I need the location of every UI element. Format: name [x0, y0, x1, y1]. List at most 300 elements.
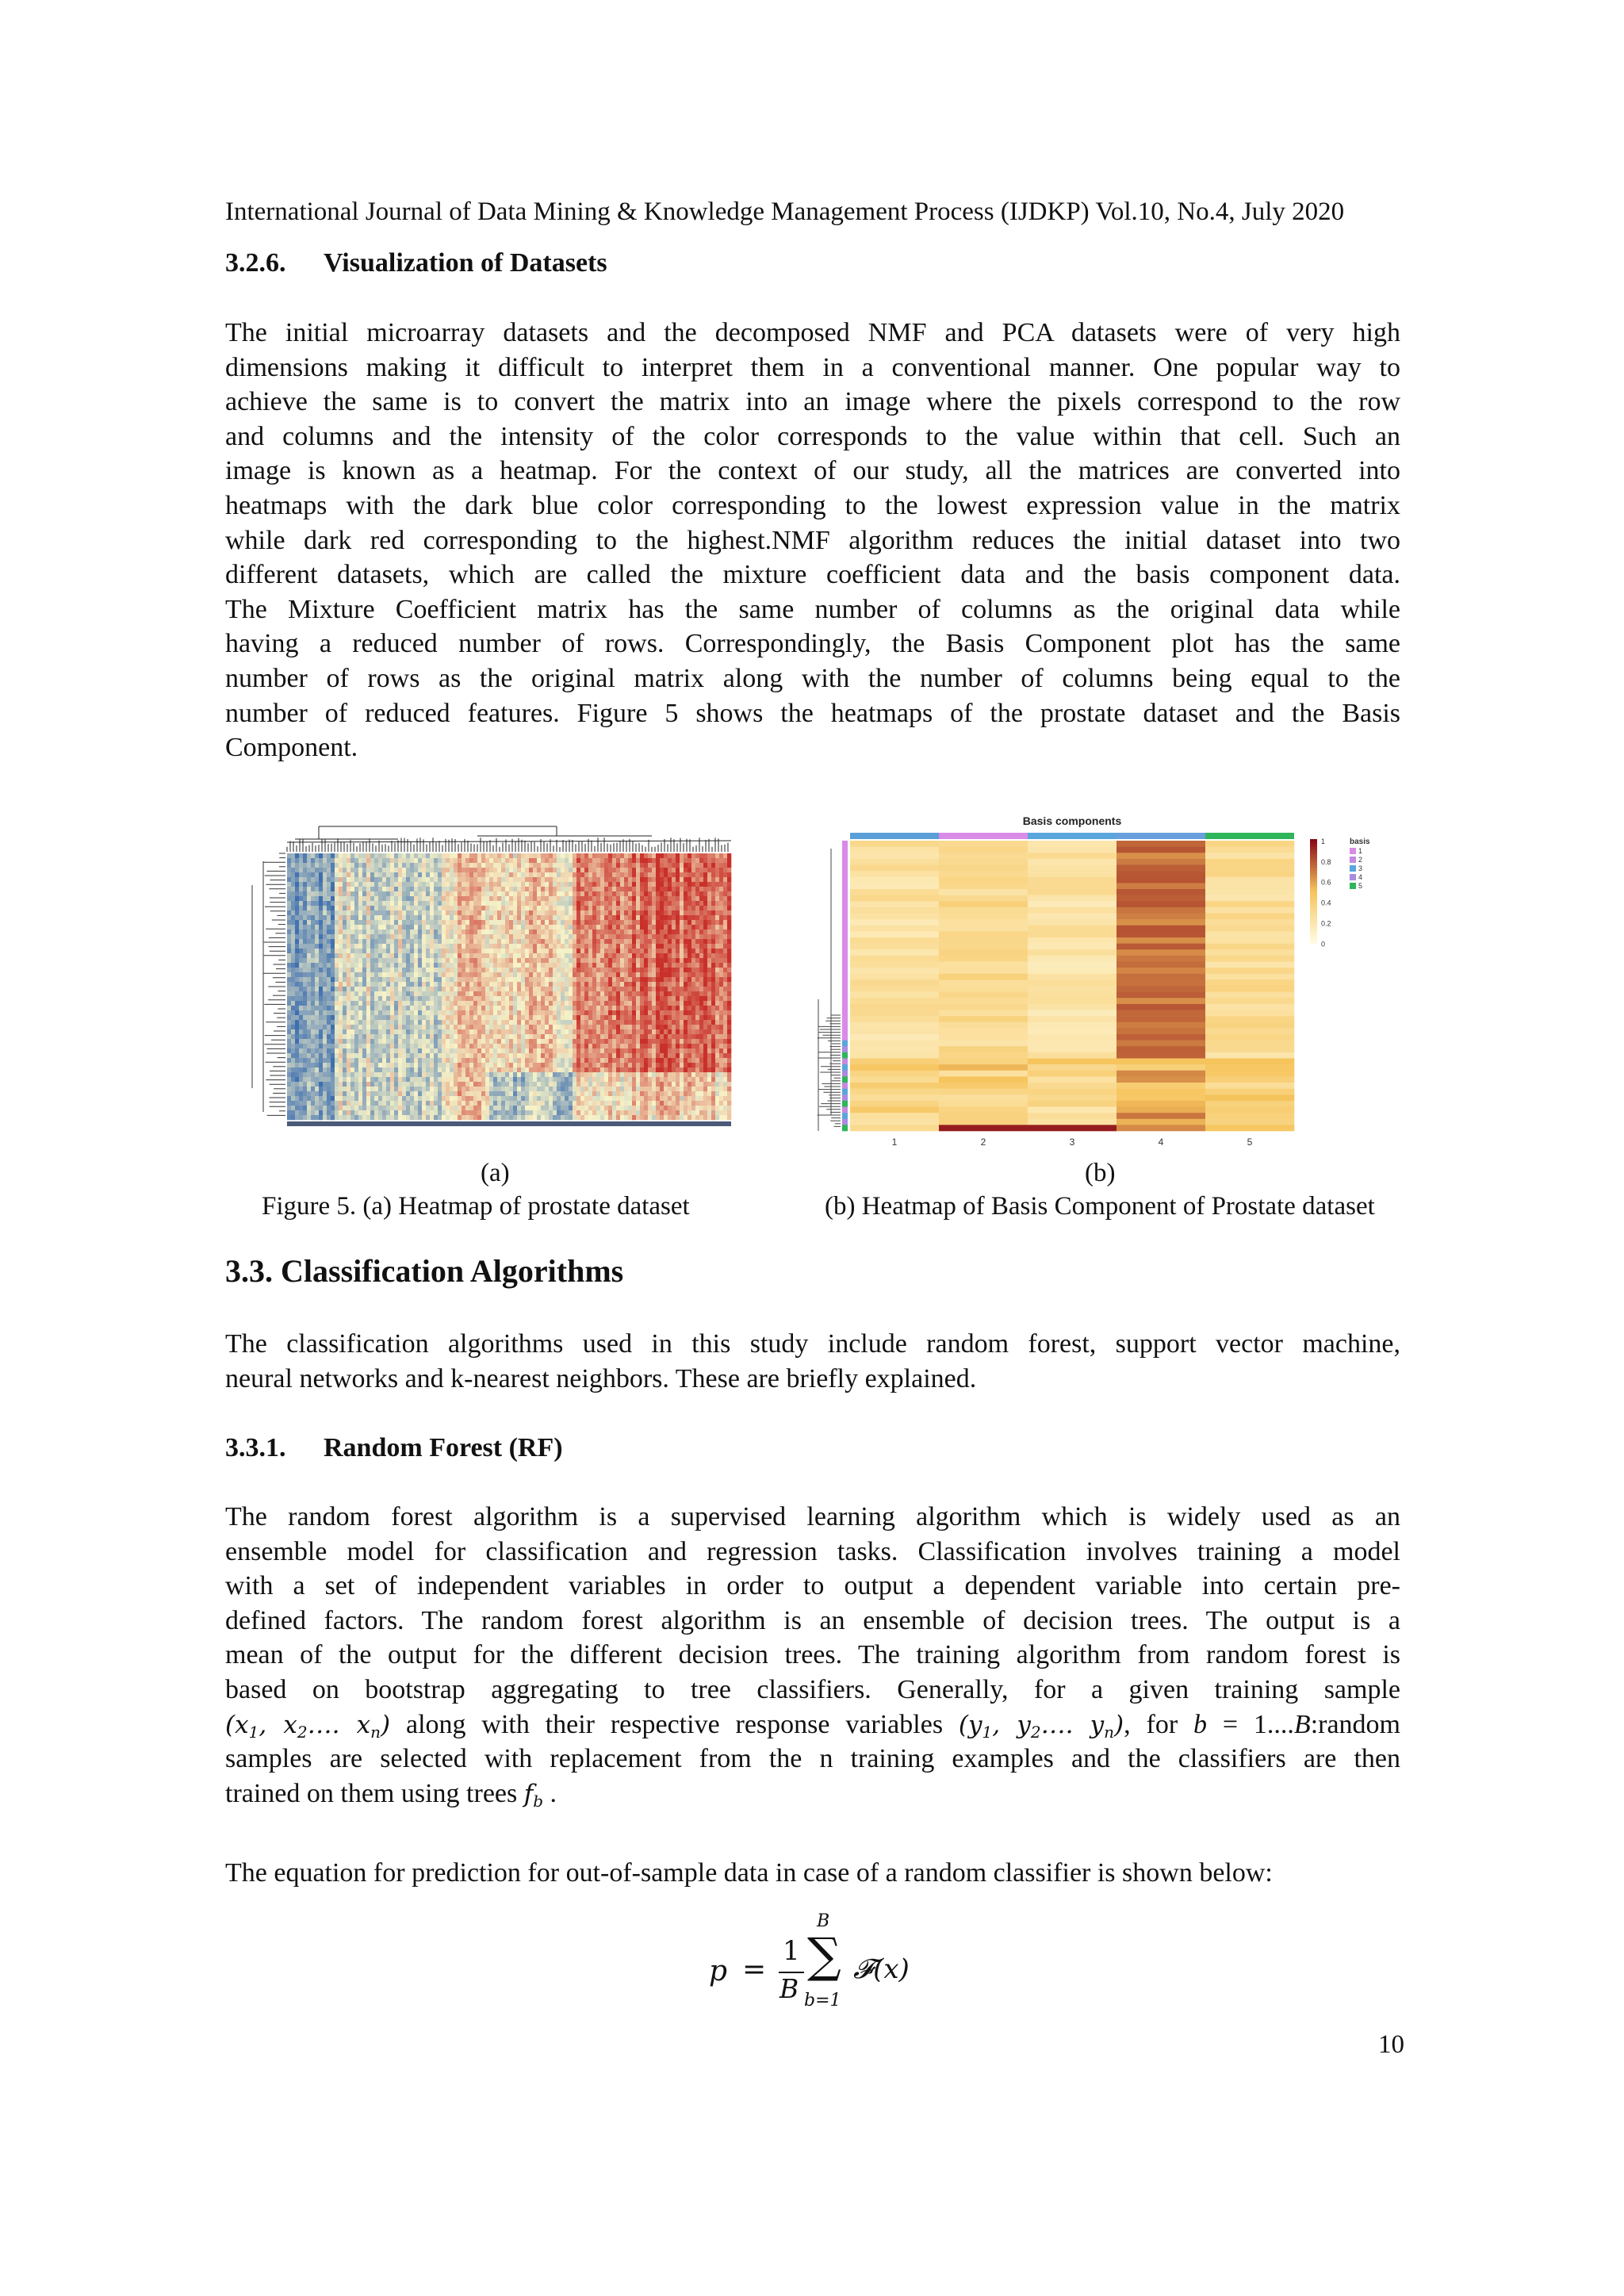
heatmap-cell: [545, 1068, 549, 1072]
heatmap-cell: [545, 1058, 549, 1063]
heatmap-cell: [509, 1077, 513, 1082]
heatmap-cell: [394, 991, 398, 996]
heatmap-cell: [354, 1029, 358, 1034]
heatmap-cell: [350, 901, 354, 906]
heatmap-cell: [517, 1077, 521, 1082]
heatmap-cell: [303, 996, 307, 1001]
heatmap-cell: [418, 991, 422, 996]
heatmap-cell: [624, 939, 628, 944]
heatmap-cell: [350, 934, 354, 939]
heatmap-cell: [557, 1077, 561, 1082]
heatmap-cell: [549, 963, 553, 968]
heatmap-cell: [386, 901, 390, 906]
heatmap-cell: [291, 996, 295, 1001]
heatmap-cell: [438, 1015, 442, 1020]
heatmap-cell: [561, 1082, 565, 1087]
heatmap-cell: [462, 972, 465, 977]
heatmap-cell: [616, 953, 620, 958]
heatmap-cell: [545, 1106, 549, 1110]
heatmap-cell: [438, 925, 442, 930]
heatmap-cell: [426, 1096, 430, 1101]
heatmap-cell: [418, 858, 422, 863]
heatmap-cell: [541, 982, 545, 987]
heatmap-cell: [533, 1082, 537, 1087]
heatmap-cell: [414, 1072, 418, 1077]
heatmap-cell: [533, 1101, 537, 1106]
heatmap-cell: [366, 1053, 370, 1058]
heatmap-cell: [636, 853, 640, 858]
heatmap-cell: [347, 1063, 350, 1068]
heatmap-cell: [343, 977, 347, 982]
heatmap-cell: [517, 987, 521, 991]
heatmap-cell: [489, 987, 493, 991]
heatmap-cell: [343, 1087, 347, 1091]
heatmap-cell: [315, 1006, 319, 1010]
heatmap-cell: [513, 1001, 517, 1006]
heatmap-cell: [295, 972, 299, 977]
heatmap-cell: [628, 930, 632, 934]
heatmap-cell: [382, 1110, 386, 1115]
heatmap-cell: [331, 1091, 335, 1096]
heatmap-cell: [382, 958, 386, 963]
heatmap-cell: [477, 1010, 481, 1015]
heatmap-cell: [358, 1029, 362, 1034]
heatmap-cell: [354, 949, 358, 953]
heatmap-cell: [497, 982, 501, 987]
heatmap-cell: [370, 991, 374, 996]
heatmap-cell: [462, 1034, 465, 1039]
heatmap-cell: [374, 977, 378, 982]
heatmap-cell: [541, 949, 545, 953]
heatmap-cell: [358, 882, 362, 887]
heatmap-cell: [473, 949, 477, 953]
heatmap-cell: [624, 1091, 628, 1096]
heatmap-cell: [604, 930, 608, 934]
heatmap-cell: [438, 949, 442, 953]
heatmap-cell: [517, 991, 521, 996]
heatmap-cell: [604, 963, 608, 968]
heatmap-cell: [374, 1082, 378, 1087]
heatmap-cell: [335, 896, 339, 901]
heatmap-cell: [632, 944, 636, 949]
heatmap-cell: [600, 968, 604, 972]
heatmap-cell: [406, 1091, 410, 1096]
heatmap-cell: [319, 1034, 323, 1039]
heatmap-cell: [291, 1091, 295, 1096]
heatmap-cell: [343, 1053, 347, 1058]
heatmap-cell: [481, 1020, 485, 1025]
heatmap-cell: [565, 882, 569, 887]
heatmap-cell: [485, 949, 489, 953]
heatmap-cell: [347, 939, 350, 944]
heatmap-cell: [350, 896, 354, 901]
heatmap-cell: [366, 910, 370, 915]
heatmap-cell: [287, 891, 291, 896]
heatmap-cell: [303, 977, 307, 982]
heatmap-cell: [406, 963, 410, 968]
heatmap-cell: [489, 1006, 493, 1010]
heatmap-cell: [465, 920, 469, 925]
heatmap-cell: [533, 1039, 537, 1044]
heatmap-cell: [573, 1063, 576, 1068]
heatmap-cell: [339, 1058, 343, 1063]
heatmap-cell: [596, 1087, 600, 1091]
heatmap-cell: [331, 1110, 335, 1115]
heatmap-cell: [350, 968, 354, 972]
heatmap-cell: [295, 1034, 299, 1039]
heatmap-cell: [485, 963, 489, 968]
heatmap-cell: [616, 1029, 620, 1034]
heatmap-cell: [497, 1091, 501, 1096]
heatmap-cell: [529, 930, 533, 934]
heatmap-cell: [489, 1072, 493, 1077]
heatmap-cell: [509, 982, 513, 987]
heatmap-cell: [291, 1101, 295, 1106]
heatmap-cell: [469, 963, 473, 968]
heatmap-cell: [620, 868, 624, 872]
heatmap-cell: [335, 906, 339, 910]
heatmap-cell: [398, 1077, 402, 1082]
heatmap-cell: [295, 896, 299, 901]
heatmap-cell: [339, 987, 343, 991]
heatmap-cell: [307, 958, 311, 963]
heatmap-cell: [331, 930, 335, 934]
heatmap-cell: [335, 1091, 339, 1096]
heatmap-cell: [612, 906, 616, 910]
heatmap-cell: [632, 915, 636, 920]
heatmap-cell: [287, 949, 291, 953]
heatmap-cell: [374, 1058, 378, 1063]
heatmap-cell: [620, 1072, 624, 1077]
heatmap-cell: [465, 1110, 469, 1115]
heatmap-cell: [497, 1077, 501, 1082]
heatmap-cell: [469, 968, 473, 972]
heatmap-cell: [454, 1006, 458, 1010]
heatmap-cell: [628, 1068, 632, 1072]
heatmap-cell: [343, 944, 347, 949]
heatmap-cell: [434, 939, 438, 944]
heatmap-cell: [608, 939, 612, 944]
heatmap-cell: [549, 877, 553, 882]
heatmap-cell: [465, 1044, 469, 1048]
heatmap-cell: [517, 1053, 521, 1058]
heatmap-cell: [469, 1025, 473, 1029]
heatmap-cell: [616, 1106, 620, 1110]
heatmap-cell: [295, 920, 299, 925]
heatmap-cell: [465, 925, 469, 930]
heatmap-cell: [624, 1034, 628, 1039]
heatmap-cell: [422, 1029, 426, 1034]
heatmap-cell: [569, 939, 573, 944]
heatmap-cell: [434, 1006, 438, 1010]
heatmap-cell: [553, 944, 557, 949]
heatmap-cell: [366, 1115, 370, 1120]
heatmap-cell: [406, 853, 410, 858]
heatmap-cell: [497, 868, 501, 872]
heatmap-cell: [430, 1053, 434, 1058]
heatmap-cell: [573, 1101, 576, 1106]
heatmap-cell: [636, 863, 640, 868]
heatmap-cell: [454, 858, 458, 863]
heatmap-cell: [517, 1044, 521, 1048]
heatmap-cell: [549, 1058, 553, 1063]
heatmap-cell: [374, 882, 378, 887]
heatmap-cell: [386, 949, 390, 953]
heatmap-cell: [545, 1015, 549, 1020]
heatmap-cell: [497, 906, 501, 910]
heatmap-cell: [525, 882, 529, 887]
heatmap-cell: [513, 1106, 517, 1110]
heatmap-cell: [469, 901, 473, 906]
heatmap-cell: [386, 1034, 390, 1039]
heatmap-cell: [561, 901, 565, 906]
heatmap-cell: [430, 953, 434, 958]
heatmap-cell: [569, 1048, 573, 1053]
heatmap-cell: [517, 930, 521, 934]
heatmap-cell: [497, 1025, 501, 1029]
heatmap-cell: [549, 991, 553, 996]
heatmap-cell: [335, 882, 339, 887]
heatmap-cell: [537, 868, 541, 872]
heatmap-cell: [497, 1015, 501, 1020]
heatmap-cell: [410, 982, 414, 987]
heatmap-cell: [541, 953, 545, 958]
heatmap-cell: [350, 1087, 354, 1091]
heatmap-cell: [616, 1015, 620, 1020]
heatmap-cell: [295, 1096, 299, 1101]
heatmap-cell: [525, 991, 529, 996]
heatmap-cell: [350, 1082, 354, 1087]
heatmap-cell: [565, 920, 569, 925]
heatmap-cell: [394, 1072, 398, 1077]
heatmap-cell: [362, 1015, 366, 1020]
heatmap-cell: [533, 949, 537, 953]
heatmap-cell: [418, 1039, 422, 1044]
heatmap-cell: [600, 891, 604, 896]
heatmap-cell: [430, 891, 434, 896]
heatmap-cell: [576, 944, 580, 949]
heatmap-cell: [299, 996, 303, 1001]
heatmap-cell: [557, 991, 561, 996]
heatmap-cell: [573, 896, 576, 901]
heatmap-cell: [315, 906, 319, 910]
heatmap-cell: [343, 958, 347, 963]
heatmap-cell: [600, 982, 604, 987]
heatmap-cell: [442, 939, 446, 944]
heatmap-cell: [398, 1010, 402, 1015]
heatmap-cell: [406, 868, 410, 872]
heatmap-cell: [354, 1020, 358, 1025]
heatmap-cell: [509, 1082, 513, 1087]
heatmap-cell: [632, 896, 636, 901]
heatmap-cell: [414, 1082, 418, 1087]
heatmap-cell: [291, 1048, 295, 1053]
heatmap-cell: [545, 1010, 549, 1015]
heatmap-cell: [525, 1091, 529, 1096]
heatmap-cell: [493, 1020, 497, 1025]
heatmap-cell: [576, 1096, 580, 1101]
heatmap-cell: [473, 863, 477, 868]
heatmap-cell: [303, 868, 307, 872]
heatmap-cell: [541, 1096, 545, 1101]
heatmap-cell: [430, 930, 434, 934]
heatmap-cell: [331, 968, 335, 972]
heatmap-cell: [343, 863, 347, 868]
heatmap-cell: [525, 1044, 529, 1048]
heatmap-cell: [580, 1068, 584, 1072]
heatmap-cell: [398, 906, 402, 910]
heatmap-cell: [505, 1015, 509, 1020]
heatmap-cell: [636, 996, 640, 1001]
heatmap-cell: [394, 972, 398, 977]
heatmap-cell: [616, 1048, 620, 1053]
heatmap-cell: [347, 934, 350, 939]
heatmap-cell: [454, 1063, 458, 1068]
heatmap-cell: [402, 1053, 406, 1058]
heatmap-cell: [565, 958, 569, 963]
heatmap-cell: [347, 1044, 350, 1048]
heatmap-cell: [358, 1044, 362, 1048]
heatmap-cell: [358, 968, 362, 972]
heatmap-cell: [418, 891, 422, 896]
heatmap-cell: [446, 991, 450, 996]
heatmap-cell: [442, 944, 446, 949]
heatmap-cell: [454, 868, 458, 872]
heatmap-cell: [291, 1001, 295, 1006]
heatmap-cell: [442, 991, 446, 996]
heatmap-cell: [410, 906, 414, 910]
heatmap-cell: [537, 1058, 541, 1063]
heatmap-cell: [612, 1034, 616, 1039]
heatmap-cell: [430, 1044, 434, 1048]
heatmap-cell: [632, 925, 636, 930]
heatmap-cell: [414, 1025, 418, 1029]
heatmap-cell: [430, 991, 434, 996]
heatmap-cell: [505, 1048, 509, 1053]
heatmap-cell: [513, 877, 517, 882]
heatmap-cell: [541, 1034, 545, 1039]
heatmap-cell: [438, 991, 442, 996]
heatmap-cell: [616, 891, 620, 896]
heatmap-cell: [366, 1091, 370, 1096]
heatmap-cell: [573, 868, 576, 872]
heatmap-cell: [438, 982, 442, 987]
heatmap-cell: [573, 1048, 576, 1053]
heatmap-cell: [569, 1029, 573, 1034]
heatmap-cell: [442, 934, 446, 939]
heatmap-cell: [327, 1020, 331, 1025]
heatmap-cell: [545, 910, 549, 915]
heatmap-cell: [299, 896, 303, 901]
heatmap-cell: [624, 1039, 628, 1044]
heatmap-cell: [584, 958, 588, 963]
heatmap-cell: [331, 977, 335, 982]
heatmap-cell: [596, 896, 600, 901]
heatmap-cell: [315, 930, 319, 934]
heatmap-cell: [576, 901, 580, 906]
heatmap-cell: [335, 920, 339, 925]
heatmap-cell: [513, 1058, 517, 1063]
heatmap-cell: [394, 1029, 398, 1034]
heatmap-cell: [386, 991, 390, 996]
heatmap-cell: [569, 1010, 573, 1015]
heatmap-cell: [299, 939, 303, 944]
heatmap-cell: [438, 896, 442, 901]
heatmap-cell: [307, 920, 311, 925]
heatmap-cell: [450, 930, 454, 934]
heatmap-cell: [489, 1025, 493, 1029]
heatmap-cell: [628, 963, 632, 968]
heatmap-cell: [398, 910, 402, 915]
heatmap-cell: [291, 1020, 295, 1025]
heatmap-cell: [366, 1058, 370, 1063]
heatmap-cell: [469, 1068, 473, 1072]
heatmap-cell: [291, 1115, 295, 1120]
heatmap-cell: [501, 996, 505, 1001]
heatmap-cell: [473, 925, 477, 930]
heatmap-cell: [339, 958, 343, 963]
heatmap-cell: [422, 896, 426, 901]
heatmap-cell: [370, 1010, 374, 1015]
heatmap-cell: [378, 977, 382, 982]
heatmap-cell: [493, 868, 497, 872]
heatmap-cell: [537, 953, 541, 958]
heatmap-cell: [477, 944, 481, 949]
heatmap-cell: [485, 1077, 489, 1082]
heatmap-cell: [378, 953, 382, 958]
heatmap-cell: [458, 858, 462, 863]
heatmap-cell: [580, 901, 584, 906]
heatmap-cell: [517, 953, 521, 958]
heatmap-cell: [489, 872, 493, 877]
heatmap-cell: [521, 1039, 525, 1044]
heatmap-cell: [573, 853, 576, 858]
heatmap-cell: [580, 968, 584, 972]
heatmap-cell: [549, 987, 553, 991]
heatmap-cell: [624, 910, 628, 915]
heatmap-cell: [477, 901, 481, 906]
heatmap-cell: [545, 1053, 549, 1058]
heatmap-cell: [402, 910, 406, 915]
heatmap-cell: [311, 1077, 315, 1082]
heatmap-cell: [295, 1082, 299, 1087]
heatmap-cell: [370, 906, 374, 910]
heatmap-cell: [501, 920, 505, 925]
heatmap-cell: [370, 920, 374, 925]
heatmap-cell: [473, 953, 477, 958]
heatmap-cell: [426, 920, 430, 925]
heatmap-cell: [553, 868, 557, 872]
heatmap-cell: [465, 896, 469, 901]
heatmap-cell: [521, 1096, 525, 1101]
heatmap-cell: [442, 1115, 446, 1120]
heatmap-cell: [469, 887, 473, 891]
heatmap-cell: [410, 1039, 414, 1044]
heatmap-cell: [533, 925, 537, 930]
heatmap-cell: [418, 1044, 422, 1048]
heatmap-cell: [343, 1048, 347, 1053]
heatmap-cell: [394, 1039, 398, 1044]
heatmap-cell: [612, 1077, 616, 1082]
heatmap-cell: [347, 915, 350, 920]
heatmap-cell: [549, 1091, 553, 1096]
heatmap-cell: [561, 963, 565, 968]
heatmap-cell: [489, 906, 493, 910]
heatmap-cell: [477, 1072, 481, 1077]
heatmap-cell: [426, 1115, 430, 1120]
heatmap-cell: [390, 930, 394, 934]
heatmap-cell: [636, 1048, 640, 1053]
